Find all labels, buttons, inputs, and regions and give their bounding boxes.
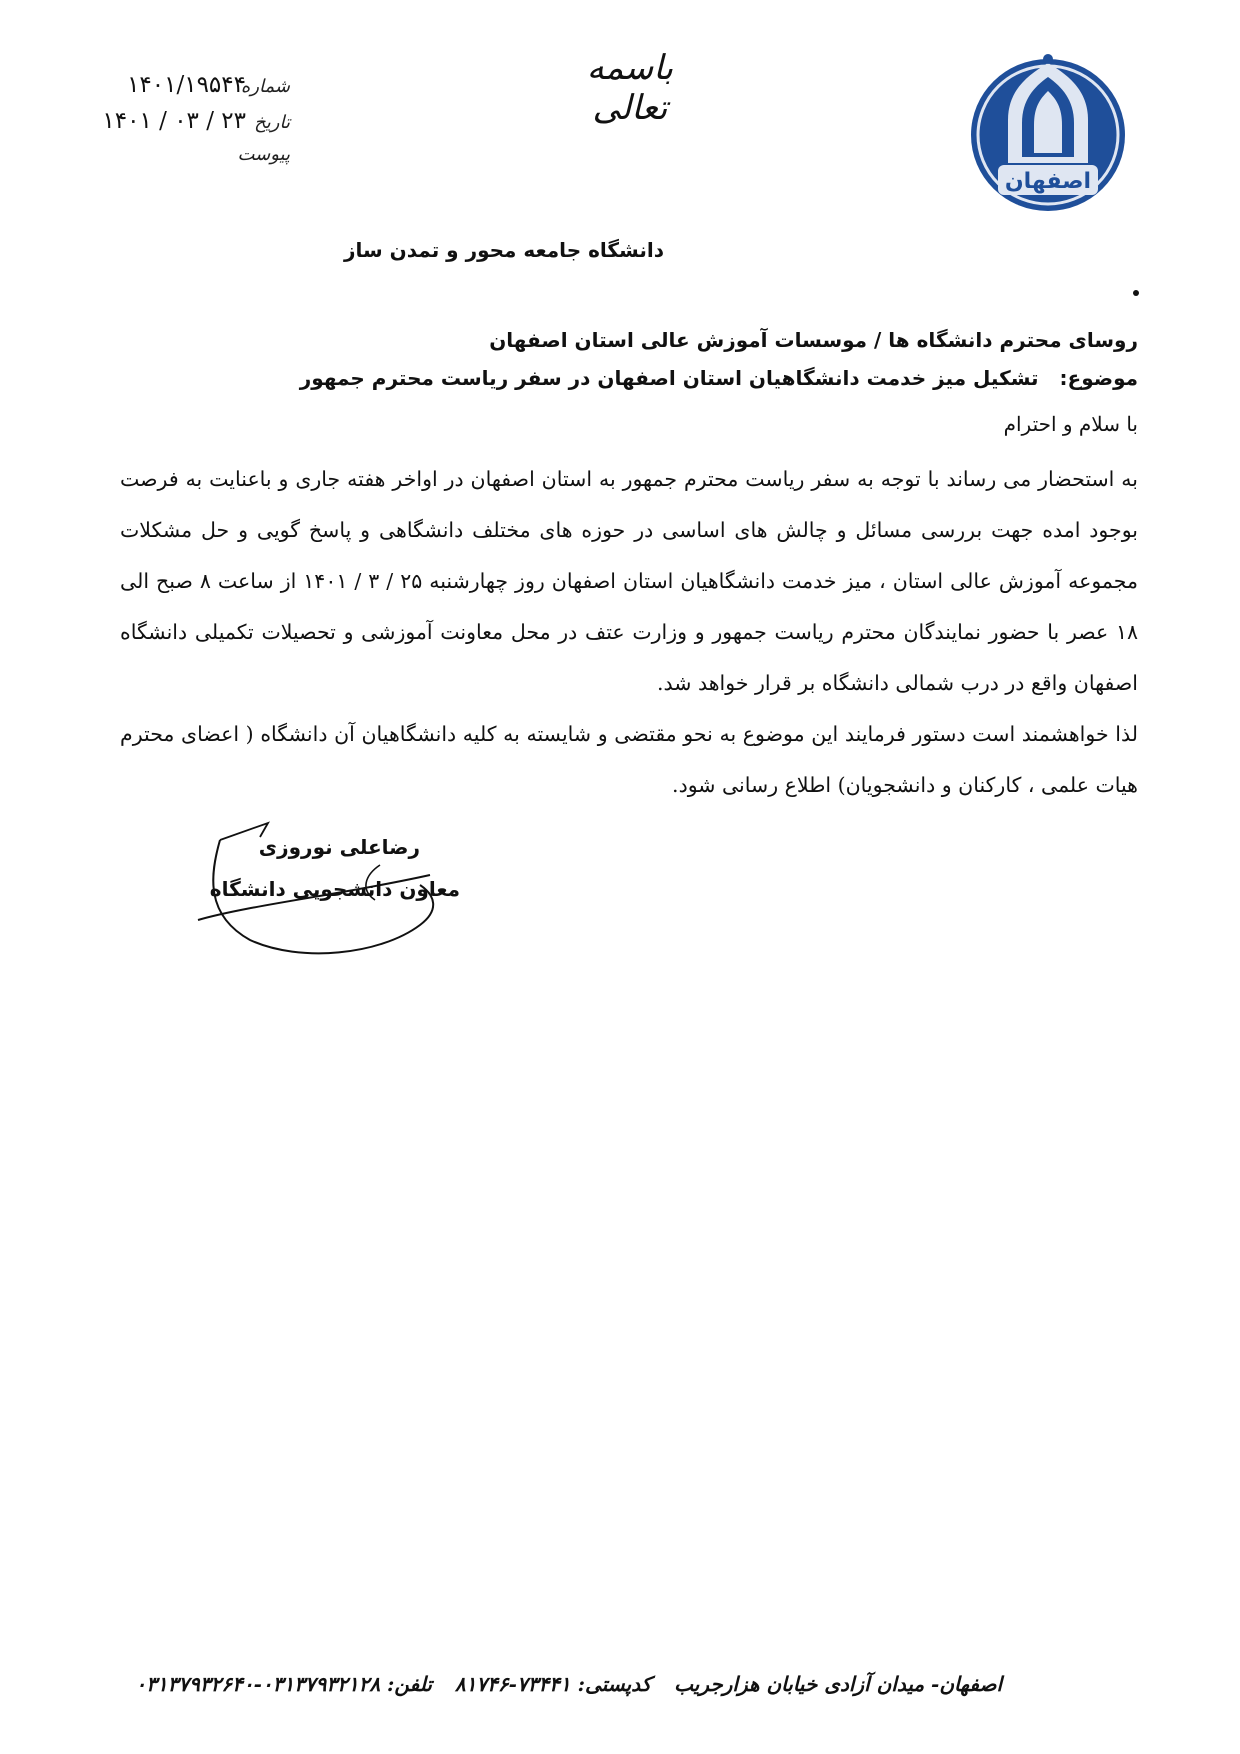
signatory-title: معاون دانشجویی دانشگاه (209, 877, 460, 901)
reference-block (100, 72, 290, 180)
body-paragraph-1: به استحضار می رساند با توجه به سفر ریاست محترم جمهور به استان اصفهان در اواخر هفته جاری و باعنایت به فرصت بوجود امده جهت بررسی مسائل و چالش های اساسی در حوزه های مختلف دانشگاهی و پاسخ گویی و حل مشکلات مجموعه آموزش عالی استان ، میز خدمت دانشگاهیان استان اصفهان روز چهارشنبه ۲۵ / ۳ / ۱۴۰۱ از ساعت ۸ صبح الی ۱۸ عصر با حضور نمایندگان محترم ریاست جمهور و وزارت عتف در محل معاونت آموزشی و تحصیلات تکمیلی دانشگاه اصفهان واقع در درب شمالی دانشگاه بر قرار خواهد شد. (120, 467, 1138, 695)
attachment-row (100, 144, 290, 180)
university-logo (968, 45, 1128, 215)
signature-block (190, 815, 470, 965)
bullet-dot (1133, 290, 1139, 296)
greeting: با سلام و احترام (1003, 412, 1138, 436)
letter-body (120, 454, 1138, 811)
footer-address-text: اصفهان- میدان آزادی خیابان هزارجریب (674, 1672, 1002, 1696)
footer-phone: تلفن: ۰۳۱۳۷۹۳۲۱۲۸-۰۳۱۳۷۹۳۲۶۴۰ (135, 1672, 432, 1696)
number-label: شماره (240, 76, 290, 97)
subject-line (120, 366, 1138, 390)
number-row (100, 72, 290, 108)
logo-emblem-icon (968, 45, 1128, 215)
signatory-name: رضاعلی نوروزی (258, 835, 420, 859)
subject-label: موضوع: (1059, 366, 1138, 390)
date-row (100, 108, 290, 144)
basmala: باسمه تعالی (586, 48, 674, 128)
date-label: تاریخ (254, 112, 290, 133)
number-value: ۱۴۰۱/۱۹۵۴۴ (127, 72, 246, 98)
recipient: روسای محترم دانشگاه ها / موسسات آموزش عالی استان اصفهان (489, 328, 1138, 352)
subject-text: تشکیل میز خدمت دانشگاهیان استان اصفهان در سفر ریاست محترم جمهور (299, 366, 1039, 390)
footer-postal-code: کدپستی: ۷۳۴۴۱-۸۱۷۴۶ (454, 1672, 652, 1696)
logo-text: اصفهان (1004, 169, 1092, 194)
date-value: ۱۴۰۱ / ۰۳ / ۲۳ (102, 108, 246, 134)
attachment-label: پیوست (237, 144, 290, 165)
slogan: دانشگاه جامعه محور و تمدن ساز (344, 238, 664, 262)
footer-address (135, 1672, 1010, 1696)
body-paragraph-2: لذا خواهشمند است دستور فرمایند این موضوع به نحو مقتضی و شایسته به کلیه دانشگاهیان آن دانشگاه ( اعضای محترم هیات علمی ، کارکنان و دانشجویان) اطلاع رسانی شود. (120, 722, 1138, 797)
